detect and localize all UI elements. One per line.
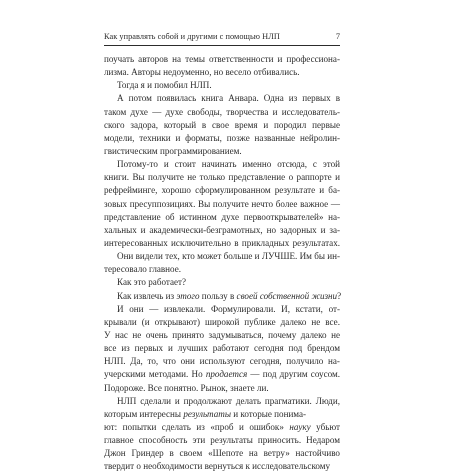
italic-text-span: науку (289, 421, 311, 432)
running-head: Как управлять собой и другими с помощью НЛП (104, 32, 280, 41)
text-span: лизма. Авторы недоуменно, но весело отбивались. (104, 67, 300, 78)
text-line (104, 198, 340, 211)
text-span: которым интересны (104, 408, 184, 419)
text-span: зовых пресуппозициях. Вы получите нечто более важное — (104, 198, 340, 209)
text-span: главное способность эти результаты приносить. Недаром (104, 435, 340, 446)
text-line (104, 342, 340, 355)
text-span: ? (337, 290, 342, 301)
text-span: поучать авторов на темы ответственности и профессиона- (104, 54, 340, 64)
text-line (104, 263, 340, 276)
text-span: Они видели тех, кто может больше и ЛУЧШЕ. Им бы ин- (117, 251, 341, 262)
text-span: представление об истинном духе первооткрывателей» на- (104, 211, 341, 222)
text-line (104, 355, 340, 368)
text-span: и которые понима- (231, 408, 307, 419)
text-span: убьют (310, 421, 340, 432)
text-span: все из первых и лучших работают сегодня под брендом (104, 343, 341, 354)
text-line (104, 250, 340, 263)
text-span: У нас не очень принято задумываться, почему далеко не (104, 329, 341, 340)
text-line (104, 329, 340, 342)
italic-text-span: этого (176, 290, 200, 301)
italic-text-span: продается (205, 369, 248, 380)
text-span: модели, техники и форматы, позже названные нейролин- (104, 132, 341, 143)
text-span: Как извлечь из (117, 290, 177, 301)
text-line (104, 132, 340, 145)
text-line (104, 290, 340, 303)
text-line (104, 395, 340, 408)
text-line (104, 276, 340, 289)
text-line (104, 106, 340, 119)
text-span: НЛП сделали и продолжают делать прагматики. Люди, (117, 395, 341, 406)
text-span: таком духе — духе свободы, творчества и исследователь- (104, 106, 340, 117)
text-line (104, 211, 340, 224)
page-number: 7 (335, 32, 340, 41)
text-span: ют: попытки сделать из «проб и ошибок» (104, 421, 290, 432)
text-span: И они — извлекали. Формулировали. И, кстати, от- (117, 303, 341, 314)
text-line (104, 119, 340, 132)
text-span: рефрейминге, хорошо сформулированном результате и ба- (104, 185, 341, 196)
text-span: книги. Вы получите не только представление о раппорте и (104, 172, 341, 183)
text-line (104, 184, 340, 197)
text-line (104, 224, 340, 237)
text-line (104, 382, 340, 395)
text-span: НЛП. Да, то, что они используют сегодня, получило на- (104, 356, 340, 367)
text-line (104, 79, 340, 92)
text-line (104, 421, 340, 434)
text-line (104, 53, 340, 66)
text-span: Потому-то и стоит начинать именно отсюда, с этой (117, 159, 341, 170)
text-span: учерскими методами. Но (104, 369, 206, 380)
text-span: Джон Гриндер в своем «Шепоте на ветру» настойчиво (104, 448, 340, 459)
body-text (104, 53, 342, 472)
text-line (104, 237, 340, 250)
text-line (104, 145, 340, 158)
text-span: ского задора, который в свое время и породил первые (104, 119, 341, 130)
text-span: тересовало главное. (104, 264, 182, 275)
text-line (104, 92, 340, 105)
text-line (104, 460, 340, 473)
text-line (104, 408, 340, 421)
text-line (104, 66, 340, 79)
text-span: — под другим соусом. (247, 369, 341, 380)
text-span: Как это работает? (117, 277, 187, 288)
italic-text-span: результаты (183, 408, 231, 419)
text-line (104, 316, 340, 329)
italic-text-span: своей собственной жизни (236, 290, 338, 301)
text-span: гвистическим программированием. (104, 145, 242, 156)
text-line (104, 158, 340, 171)
text-span: А потом появилась книга Анвара. Одна из первых в (117, 93, 340, 104)
text-span: пользу в (199, 290, 237, 301)
text-line (104, 171, 340, 184)
text-span: Тогда я и помобил НЛП. (117, 80, 212, 91)
text-line (104, 447, 340, 460)
text-span: крывали (и открывают) широкой публике далеко не все. (104, 316, 340, 327)
text-line (104, 368, 340, 381)
text-line (104, 303, 340, 316)
text-span: Подороже. Все понятно. Рынок, знаете ли. (104, 382, 269, 393)
text-span: твердит о необходимости вернуться к исследовательскому (104, 461, 331, 472)
text-line (104, 434, 340, 447)
text-span: хальных и академически-безграмотных, но задорных и за- (104, 224, 341, 235)
text-span: интересованных исключительно в прикладных результатах. (104, 237, 341, 248)
header-rule (104, 45, 340, 46)
